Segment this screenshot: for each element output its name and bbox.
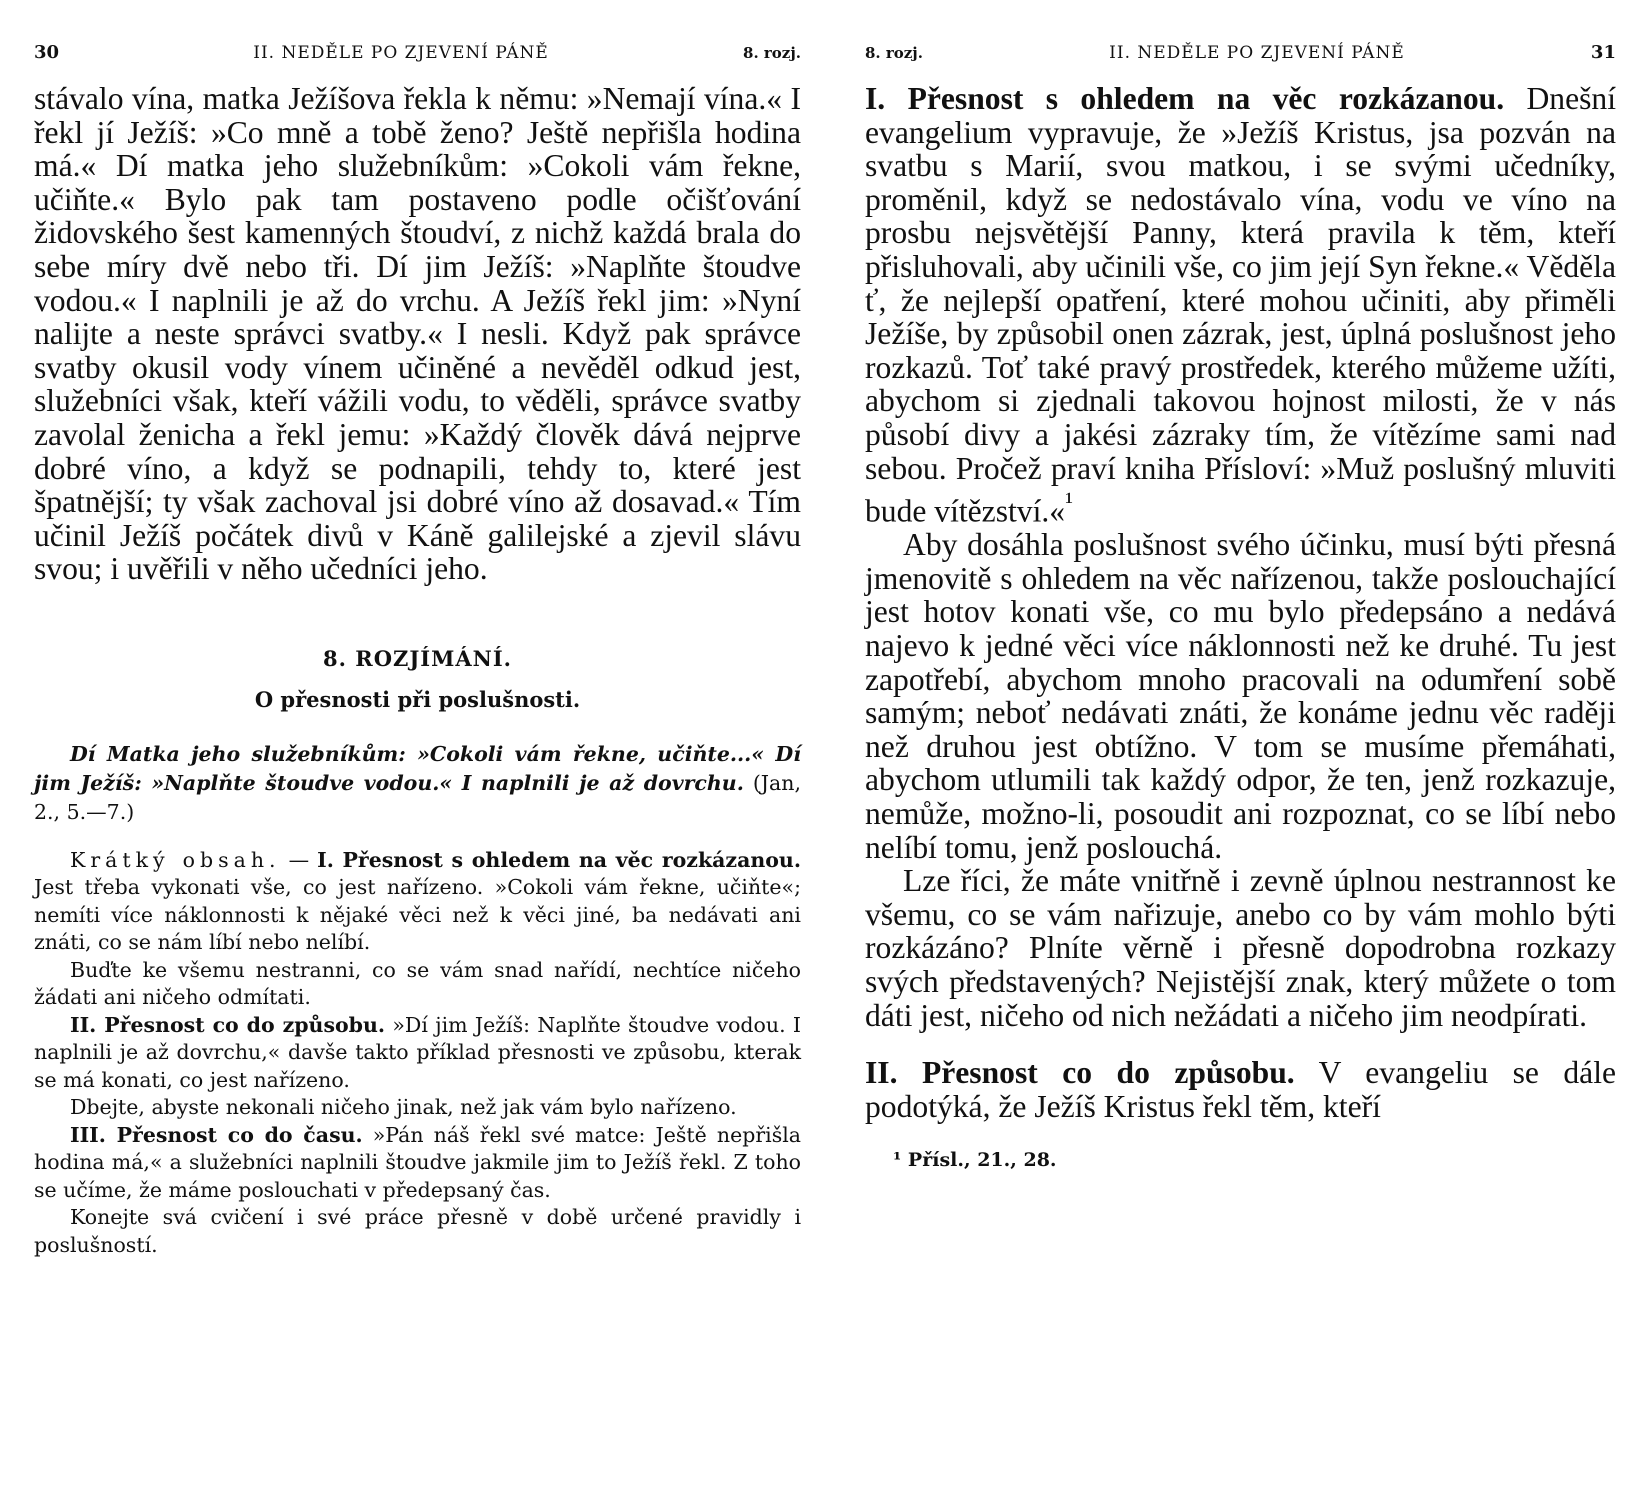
summary-dash: — <box>280 847 318 872</box>
summary-resolution-1: Buďte ke všemu nestranni, co se vám snad nařídí, nechtíce ničeho žádati ani ničeho odmítati. <box>34 957 801 1010</box>
summary-label: Krátký obsah. <box>70 847 281 872</box>
motto-text: Dí Matka jeho služebníkům: »Cokoli vám řekne, učiňte...« Dí jim Ježíš: »Naplňte štoudve vodou.« I naplnili je až dovrchu. <box>34 741 801 795</box>
right-page-number: 31 <box>1590 42 1616 63</box>
summary-point-1 <box>34 847 801 957</box>
left-running-head <box>34 42 801 72</box>
part2-text: V evangeliu se dále podotýká, že Ježíš Kristus řekl těm, kteří <box>865 1055 1616 1124</box>
motto-reference: (Jan, 2., 5.—7.) <box>34 770 801 824</box>
part1-paragraph <box>865 82 1616 528</box>
summary-point-3-heading: III. Přesnost co do času. <box>70 1122 363 1147</box>
meditation-title: 8. ROZJÍMÁNÍ. <box>323 645 512 671</box>
part1-text: Dnešní evangelium vypravuje, že »Ježíš Kristus, jsa pozván na svatbu s Marií, svou matkou, i se svými učedníky, proměnil, když se nedostávalo vína, vodu ve víno na prosbu nejsvětější Panny, která pravila k těm, kteří přisluhovali, aby učinili vše, co jim její Syn řekne.« Věděla ť, že nejlepší opatření, které mohou učiniti, aby přiměli Ježíše, by způsobil onen zázrak, jest, úplná poslušnost jeho rozkazů. Toť také pravý prostředek, kterého můžeme užíti, abychom si zjednali takovou hojnost milosti, že v nás působí divy a jakési zázraky tím, že vítězíme sami nad sebou. Pročež praví kniha Přísloví: »Muž poslušný mluviti bude vítězství.« <box>865 81 1616 529</box>
left-running-title: II. NEDĚLE PO ZJEVENÍ PÁNĚ <box>253 43 549 63</box>
summary-point-2-text: »Dí jim Ježíš: Naplňte štoudve vodou. I naplnili je až dovrchu,« davše takto příklad přesnosti ve způsobu, kterak se má konati, co jest nařízeno. <box>34 1012 802 1092</box>
paragraph-2: Aby dosáhla poslušnost svého účinku, musí býti přesná jmenovitě s ohledem na věc nařízenou, takže poslouchající jest hotov konati vše, co mu bylo předepsáno a nedává najevo k jedné věci více náklonnosti než ke druhé. Tu jest zapotřebí, abychom mnoho pracovali na odumření sobě samým; neboť nedávati znáti, že konáme jednu věc raději než druhou jest obtížno. V tom se musíme přemáhati, abychom utlumili tak každý odpor, že ten, jenž rozkazuje, nemůže, možno-li, posoudit ani rozpoznat, co se líbí nebo nelíbí tomu, jenž poslouchá. <box>865 527 1616 865</box>
summary-point-3 <box>34 1122 801 1205</box>
spacer <box>865 1032 1616 1056</box>
footnote-marker: ¹ <box>1065 487 1073 517</box>
left-page-number: 30 <box>34 42 60 63</box>
footnote: ¹ Přísl., 21., 28. <box>893 1149 1057 1172</box>
summary-point-3-text: »Pán náš řekl své matce: Ještě nepřišla hodina má,« a služebníci naplnili štoudve jakmile jim to Ježíš řekl. Z toho se učíme, že máme poslouchati v předepsaný čas. <box>34 1122 801 1202</box>
summary-point-1-text: Jest třeba vykonati vše, co jest nařízeno. »Cokoli vám řekne, učiňte«; nemíti více náklonnosti k nějaké věci než k věci jiné, ba nedávati ani znáti, co se nám líbí nebo nelíbí. <box>34 875 801 955</box>
right-running-head <box>865 42 1616 72</box>
gospel-text: stávalo vína, matka Ježíšova řekla k němu: »Nemají vína.« I řekl jí Ježíš: »Co mně a tobě ženo? Ještě nepřišla hodina má.« Dí matka jeho služebníkům: »Cokoli vám řekne, učiňte.« Bylo pak tam postaveno podle očišťování židovského šest kamenných štoudví, z nichž každá brala do sebe míry dvě nebo tři. Dí jim Ježíš: »Naplňte štoudve vodou.« I naplnili je až do vrchu. A Ježíš řekl jim: »Nyní nalijte a neste správci svatby.« I nesli. Když pak správce svatby okusil vody vínem učiněné a nevěděl odkud jest, služebníci však, kteří vážili vodu, to věděli, správce svatby zavolal ženicha a řekl jemu: »Každý člověk dává nejprve dobré víno, a když se podnapili, tehdy to, které jest špatnější; ty však zachoval jsi dobré víno až dosavad.« Tím učinil Ježíš počátek divů v Káně galilejské a zjevil slávu svou; i uvěřili v něho učedníci jeho. <box>34 81 801 587</box>
summary-point-1-heading: I. Přesnost s ohledem na věc rozkázanou. <box>317 847 801 872</box>
part1-heading: I. Přesnost s ohledem na věc rozkázanou. <box>865 81 1505 116</box>
part2-heading: II. Přesnost co do způsobu. <box>865 1055 1295 1091</box>
right-page <box>825 0 1650 1500</box>
motto <box>34 740 801 827</box>
part2-paragraph <box>865 1056 1616 1123</box>
left-section-marker: 8. rozj. <box>743 44 801 62</box>
right-section-marker: 8. rozj. <box>865 44 923 62</box>
summary-point-2 <box>34 1012 801 1095</box>
summary-resolution-2: Dbejte, abyste nekonali ničeho jinak, než jak vám bylo nařízeno. <box>70 1095 737 1120</box>
meditation-subtitle: O přesnosti při poslušnosti. <box>254 686 581 712</box>
right-running-title: II. NEDĚLE PO ZJEVENÍ PÁNĚ <box>1109 43 1405 63</box>
summary-resolution-3: Konejte svá cvičení i své práce přesně v době určené pravidly i poslušností. <box>34 1205 801 1257</box>
summary-point-2-heading: II. Přesnost co do způsobu. <box>70 1012 386 1037</box>
paragraph-3: Lze říci, že máte vnitřně i zevně úplnou nestrannost ke všemu, co se vám nařizuje, anebo co by vám mohlo býti rozkázáno? Plníte věrně i přesně dopodrobna rozkazy svých představených? Nejistější znak, který můžete o tom dáti jest, ničeho od nich nežádati a ničeho jim neodpírati. <box>865 863 1616 1033</box>
